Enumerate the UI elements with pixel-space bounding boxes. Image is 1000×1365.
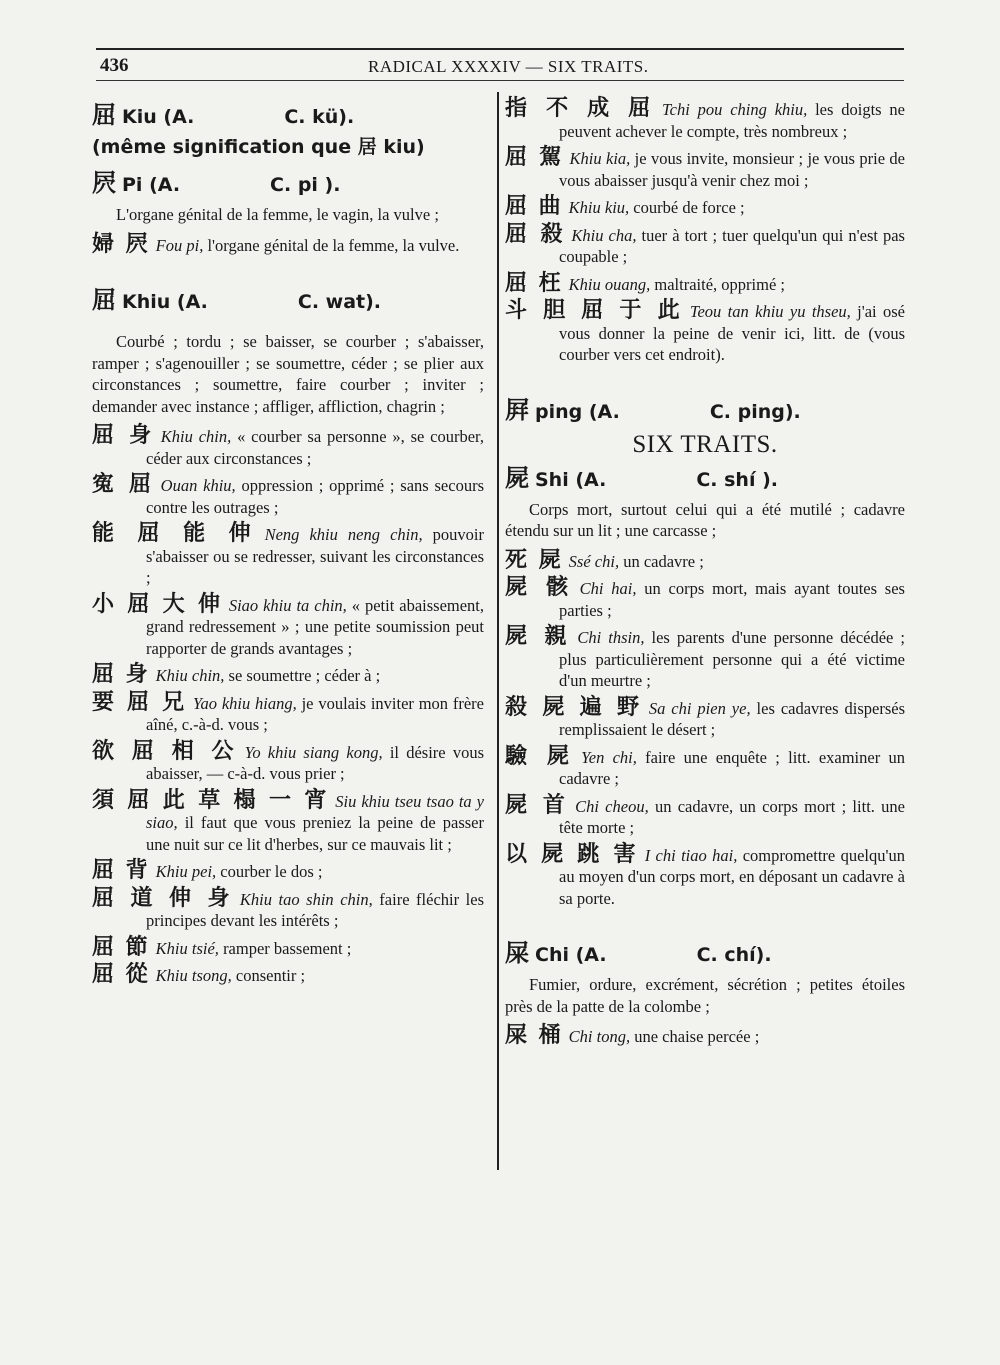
- example-romanization: Khiu chin,: [160, 427, 232, 446]
- example-characters: 寃 屈: [92, 472, 155, 497]
- example: [92, 860, 484, 883]
- example-romanization: Teou tan khiu yu thseu,: [689, 302, 851, 321]
- example-characters: 屈 殺: [505, 221, 566, 247]
- example-romanization: Chi tong,: [568, 1027, 631, 1046]
- headword-romanization: ping: [535, 400, 583, 423]
- example-characters: 屈 道 伸 身: [92, 885, 234, 911]
- example-characters: 屍 首: [505, 792, 570, 818]
- example: [92, 474, 484, 518]
- example: [505, 577, 905, 621]
- example-gloss: je vous invite, monsieur ; je vous prie de vous abaisser jusqu'à venir chez moi ;: [559, 149, 905, 190]
- example: [92, 523, 484, 589]
- headword-character: 屛: [505, 395, 529, 424]
- example-characters: 殺 屍 遍 野: [505, 694, 643, 720]
- example-characters: 屈 曲: [505, 194, 563, 219]
- example-characters: 驗 屍: [505, 743, 576, 769]
- headword-romanization: Kiu: [122, 106, 157, 128]
- example-gloss: les parents d'une personne décédée ; plus particulièrement personne qui a été victime d'un meurtre ;: [559, 628, 905, 690]
- example-gloss: compromettre quelqu'un au moyen d'un corps mort, en déposant un cadavre à sa porte.: [559, 845, 905, 908]
- entry-head-ping: [505, 397, 905, 425]
- example-characters: 屈 從: [92, 962, 150, 987]
- example-characters: 指 不 成 屈: [505, 96, 656, 121]
- annamite-ref: (A.: [149, 174, 181, 196]
- annamite-ref: (A.: [176, 291, 208, 313]
- example-gloss: une chaise percée ;: [630, 1027, 760, 1046]
- example-gloss: ramper bassement ;: [218, 938, 352, 958]
- example: [92, 689, 484, 736]
- annamite-ref: (A.: [575, 944, 607, 966]
- example-romanization: Khiu kiu,: [568, 198, 630, 217]
- example-characters: 屈 身: [92, 662, 150, 687]
- example-characters: 屈 駕: [505, 145, 564, 170]
- example-characters: 屈 身: [92, 423, 155, 448]
- example-romanization: Khiu tsié,: [155, 938, 219, 958]
- headword-character: 屍: [505, 463, 529, 492]
- example-gloss: un corps mort, mais ayant toutes ses parties ;: [559, 579, 905, 620]
- example-romanization: Ssé chi,: [568, 551, 620, 571]
- example-gloss: courber le dos ;: [216, 862, 323, 881]
- definition: Corps mort, surtout celui qui a été mutilé ; cadavre étendu sur un lit ; une carcasse ;: [505, 499, 905, 540]
- example-romanization: Chi thsin,: [577, 628, 645, 647]
- example-characters: 屎 桶: [505, 1023, 563, 1048]
- example-romanization: Khiu tsong,: [155, 966, 232, 985]
- example: [92, 738, 484, 785]
- example: [505, 1025, 905, 1048]
- example-gloss: consentir ;: [231, 966, 306, 985]
- cantonese-ref: C. pi ).: [270, 174, 341, 196]
- definition: Fumier, ordure, excrément, sécrétion ; petites étoiles près de la patte de la colombe ;: [505, 975, 905, 1016]
- example-romanization: Sa chi pien ye,: [648, 698, 751, 718]
- example: [92, 231, 484, 257]
- example-characters: 死 屍: [505, 547, 563, 573]
- example: [92, 591, 485, 660]
- example-gloss: les doigts ne peuvent achever le compte, très nombreux ;: [559, 100, 906, 141]
- header-rule-top: [96, 48, 904, 50]
- example-romanization: Khiu chin,: [155, 666, 225, 685]
- example-characters: 屈 枉: [505, 270, 563, 296]
- example-gloss: se soumettre ; céder à ;: [224, 666, 381, 685]
- example-romanization: Yo khiu siang kong,: [244, 742, 383, 762]
- example: [92, 964, 484, 987]
- example-gloss: l'organe génital de la femme, la vulve.: [203, 235, 460, 255]
- example-romanization: Khiu kia,: [569, 149, 631, 168]
- example-gloss: un cadavre ;: [619, 551, 704, 571]
- example-characters: 屍 親: [505, 624, 572, 649]
- example-gloss: pouvoir s'abaisser ou se redresser, suivant les circonstances ;: [146, 525, 485, 587]
- example-gloss: j'ai osé vous donner la peine de venir ici, litt. de (vous courber vers cet endroit).: [559, 302, 905, 364]
- example-characters: 屈 背: [92, 858, 150, 883]
- example-romanization: Fou pi,: [155, 235, 204, 255]
- headword-character: 屎: [505, 939, 529, 967]
- example-gloss: courbé de force ;: [629, 198, 745, 217]
- example-romanization: Siao khiu ta chin,: [228, 595, 347, 615]
- example-gloss: « petit abaissement, grand redressement » ; une petite soumission peut rapporter de grands avantages ;: [146, 595, 485, 658]
- definition: Courbé ; tordu ; se baisser, se courber ; s'abaisser, ramper ; s'agenouiller ; se soumettre, céder ; se plier aux circonstances ; soumettre, faire courber ; inviter ; demander avec instance ; affliger, affliction, chagrin ;: [92, 332, 484, 416]
- entry-head-pi: [92, 170, 484, 198]
- example: [505, 221, 905, 268]
- example-romanization: Khiu ouang,: [568, 274, 651, 294]
- example-gloss: faire fléchir les principes devant les intérêts ;: [146, 889, 484, 930]
- headword-romanization: Shi: [535, 468, 569, 491]
- example-romanization: Tchi pou ching khiu,: [661, 100, 808, 119]
- example: [92, 664, 484, 687]
- section-heading: SIX TRAITS.: [632, 430, 778, 458]
- example: [505, 147, 905, 191]
- example-characters: 以 屍 跳 害: [505, 841, 639, 867]
- entry-head-chi: [505, 940, 905, 968]
- example-gloss: faire une enquête ; litt. examiner un cadavre ;: [559, 747, 905, 788]
- annamite-ref: (A.: [163, 106, 195, 128]
- example-characters: 能 屈 能 伸: [92, 521, 259, 546]
- example-characters: 婦 屄: [92, 231, 150, 257]
- cantonese-ref: C. shí ).: [696, 468, 778, 491]
- headword-romanization: Khiu: [122, 291, 171, 313]
- entry-head-kiu: [92, 102, 484, 130]
- headword-character: 屈: [92, 101, 116, 129]
- header-rule-bottom: [96, 80, 904, 81]
- example: [92, 787, 484, 856]
- example: [505, 792, 905, 839]
- cantonese-ref: C. chí).: [696, 944, 772, 966]
- annamite-ref: (A.: [588, 400, 620, 423]
- example-gloss: les cadavres dispersés remplissaient le désert ;: [559, 698, 905, 739]
- entry-head-khiu: [92, 287, 484, 315]
- example: [92, 425, 484, 469]
- example-romanization: I chi tiao hai,: [644, 845, 738, 865]
- cantonese-ref: C. kü).: [284, 106, 355, 128]
- example: [505, 270, 905, 296]
- example-romanization: Khiu cha,: [571, 225, 637, 245]
- example-romanization: Yen chi,: [581, 747, 637, 767]
- page-number: 436: [100, 55, 129, 76]
- example-romanization: Chi hai,: [579, 579, 637, 598]
- example: [505, 694, 905, 741]
- example-characters: 小 屈 大 伸: [92, 591, 223, 617]
- example-gloss: il désire vous abaisser, — c-à-d. vous prier ;: [146, 742, 484, 783]
- running-head: RADICAL XXXXIV — SIX TRAITS.: [368, 57, 649, 76]
- example-gloss: tuer à tort ; tuer quelqu'un qui n'est pas coupable ;: [559, 225, 905, 266]
- example-romanization: Khiu tao shin chin,: [239, 889, 373, 909]
- example-characters: 斗 胆 屈 于 此: [505, 298, 684, 323]
- example: [92, 885, 484, 932]
- example-romanization: Chi cheou,: [575, 796, 649, 816]
- example-romanization: Ouan khiu,: [160, 476, 236, 495]
- example: [505, 743, 905, 790]
- cantonese-ref: C. ping).: [709, 400, 801, 423]
- left-column: [92, 98, 484, 992]
- example-characters: 屍 骸: [505, 575, 574, 600]
- example-characters: 屈 節: [92, 934, 150, 960]
- example-gloss: maltraité, opprimé ;: [650, 274, 785, 294]
- example: [505, 547, 905, 573]
- annamite-ref: (A.: [575, 468, 607, 491]
- example-romanization: Neng khiu neng chin,: [264, 525, 423, 544]
- entry-note-kiu: (même signification que 居 kiu): [92, 136, 425, 158]
- definition: L'organe génital de la femme, le vagin, la vulve ;: [116, 205, 439, 224]
- example-characters: 欲 屈 相 公: [92, 738, 239, 764]
- right-column: [505, 98, 905, 1053]
- example-romanization: Siu khiu tseu tsao ta y siao,: [146, 791, 484, 832]
- example: [505, 300, 905, 366]
- example: [505, 626, 905, 692]
- example-gloss: un cadavre, un corps mort ; litt. une tête morte ;: [559, 796, 905, 837]
- example-romanization: Yao khiu hiang,: [192, 693, 297, 713]
- headword-character: 屄: [92, 169, 116, 197]
- headword-romanization: Chi: [535, 944, 569, 966]
- column-divider: [497, 92, 499, 1170]
- example: [505, 98, 905, 142]
- example-romanization: Khiu pei,: [155, 862, 217, 881]
- example-characters: 須 屈 此 草 榻 一 宵: [92, 787, 330, 813]
- entry-head-shi: [505, 465, 905, 493]
- example: [505, 841, 905, 910]
- example-gloss: oppression ; opprimé ; sans secours contre les outrages ;: [146, 476, 484, 517]
- example: [92, 934, 484, 960]
- example: [505, 196, 905, 219]
- example-gloss: « courber sa personne », se courber, céder aux circonstances ;: [146, 427, 485, 468]
- example-characters: 要 屈 兄: [92, 689, 187, 715]
- headword-romanization: Pi: [122, 174, 143, 196]
- example-gloss: il faut que vous preniez la peine de passer une nuit sur ce lit d'herbes, sur ce mauvais lit ;: [146, 813, 484, 854]
- headword-character: 屈: [92, 286, 116, 314]
- example-gloss: je voulais inviter mon frère aîné, c.-à-d. vous ;: [146, 693, 484, 734]
- cantonese-ref: C. wat).: [297, 291, 382, 313]
